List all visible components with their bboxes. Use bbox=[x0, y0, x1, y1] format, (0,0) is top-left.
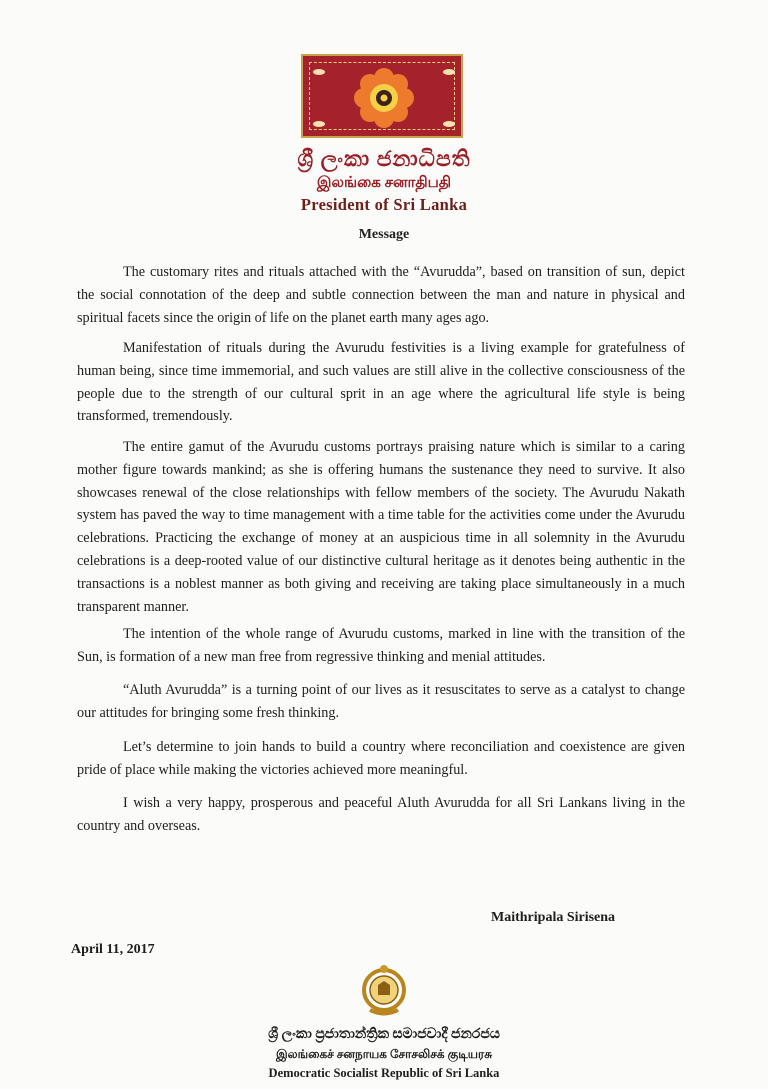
message-paragraph: The entire gamut of the Avurudu customs portrays praising nature which is similar to a caring mother figure towards mankind; as she is offering humans the sustenance they need to survive. It also showcases renewal of the close relationships with fellow members of the society. The Avurudu Nakath system has paved the way to time management with a time table for the activities come under the Avurudu celebrations. Practicing the exchange of money at an auspicious time in all solemnity in the Avurudu celebrations is a deep-rooted value of our distinctive cultural heritage as it denotes being authentic in the transactions is a noblest manner as both giving and receiving are taking place simultaneously in a much transparent manner. bbox=[77, 439, 685, 615]
message-paragraph: Manifestation of rituals during the Avurudu festivities is a living example for gratefulness of human being, since time immemorial, and such values are still alive in the collective consciousness of the people due to the strength of our cultural sprit in an age where the agricultural life style is being transformed, tremendously. bbox=[77, 340, 685, 425]
message-paragraph: “Aluth Avurudda” is a turning point of our lives as it resuscitates to serve as a catalyst to change our attitudes for bringing some fresh thinking. bbox=[77, 682, 685, 721]
presidential-flag-emblem-icon bbox=[301, 54, 463, 138]
national-emblem-seal-icon bbox=[345, 959, 423, 1023]
message-paragraph: Let’s determine to join hands to build a country where reconciliation and coexistence are given pride of place while making the victories achieved more meaningful. bbox=[77, 739, 685, 778]
message-paragraph: I wish a very happy, prosperous and peaceful Aluth Avurudda for all Sri Lankans living in the country and overseas. bbox=[77, 795, 685, 834]
letter-date: April 11, 2017 bbox=[71, 942, 155, 957]
header-tamil-title: இலங்கை சனாதிபதி bbox=[316, 175, 452, 191]
signature-name: Maithripala Sirisena bbox=[491, 910, 616, 925]
footer-sinhala: ශ්‍රී ලංකා ප්‍රජාතාන්ත්‍රික සමාජවාදී ජනරජය bbox=[268, 1027, 500, 1042]
message-paragraph: The intention of the whole range of Avurudu customs, marked in line with the transition of the Sun, is formation of a new man free from regressive thinking and menial attitudes. bbox=[77, 626, 685, 665]
message-paragraph: The customary rites and rituals attached with the “Avurudda”, based on transition of sun, depict the social connotation of the deep and subtle connection between the man and nature in physical and spiritual facets since the origin of life on the planet earth many ages ago. bbox=[77, 264, 685, 326]
footer-tamil: இலங்கைச் சனநாயக சோசலிசக் குடியரசு bbox=[275, 1047, 493, 1061]
footer-english: Democratic Socialist Republic of Sri Lanka bbox=[268, 1066, 500, 1080]
message-title: Message bbox=[358, 227, 410, 242]
header-sinhala-title: ශ්‍රී ලංකා ජනාධිපති bbox=[297, 146, 471, 171]
header-english-title: President of Sri Lanka bbox=[300, 195, 468, 214]
